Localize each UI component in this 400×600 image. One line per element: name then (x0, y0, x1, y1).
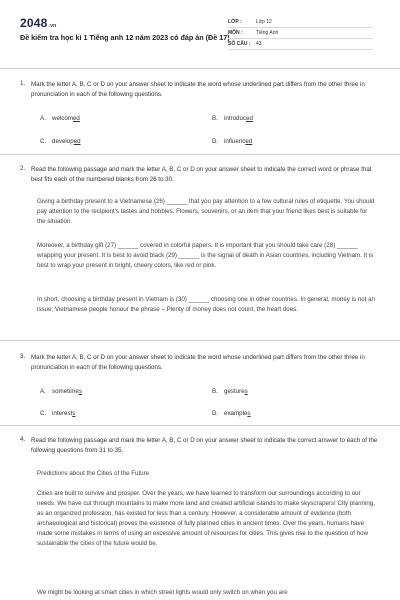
header (0, 0, 400, 64)
option-letter: D. (212, 138, 219, 145)
option-d[interactable] (212, 410, 250, 417)
option-text: example (224, 410, 248, 417)
option-b[interactable] (212, 115, 253, 122)
option-text: sometime (52, 388, 79, 395)
option-underlined: s (247, 410, 251, 417)
option-underlined: ed (245, 138, 253, 145)
option-underlined: ed (246, 115, 253, 122)
divider (0, 425, 400, 426)
passage-paragraph: In short, choosing a birthday present in Vietnam is (30) ______ choosing one in other countries. In general, money is not an issue; Vietnamese people honour the phrase – Plenty of money does not count, the heart does. (37, 296, 375, 313)
option-letter: B. (212, 388, 218, 395)
option-text: introduc (224, 115, 247, 122)
meta-row-count (228, 39, 373, 50)
question-text: Mark the letter A, B, C or D on your answer sheet to indicate the word whose underlined part differs from the other three in pronunciation in each of the following questions. (31, 81, 365, 98)
option-letter: A. (40, 388, 46, 395)
meta-row-class (228, 17, 373, 28)
divider (0, 154, 400, 155)
option-b[interactable] (212, 388, 248, 395)
question-text: Read the following passage and mark the letter A, B, C or D on your answer sheet to indicate the correct answer to each of the following questions from 31 to 35. (31, 437, 378, 454)
option-letter: C. (40, 410, 47, 417)
divider (0, 340, 400, 341)
divider (0, 68, 400, 69)
option-text: welcom (52, 115, 73, 122)
meta-value: Lớp 12 (256, 19, 272, 25)
document-title: Đề kiểm tra học kì 1 Tiếng anh 12 năm 2023 có đáp án (Đề 17) (20, 33, 230, 42)
meta-label: SỐ CÂU : (228, 41, 251, 47)
option-letter: C. (40, 138, 47, 145)
question-number: 2. (20, 165, 26, 172)
option-letter: B. (212, 115, 218, 122)
option-underlined: ed (72, 115, 80, 122)
site-logo[interactable] (20, 16, 56, 30)
option-underlined: ed (73, 138, 81, 145)
option-letter: D. (212, 410, 219, 417)
question-text: Mark the letter A, B, C or D on your answer sheet to indicate the word whose underlined part differs from the other three in pronunciation in each of the following questions. (31, 354, 365, 371)
logo-suffix: .vn (48, 23, 57, 29)
question-text: Read the following passage and mark the letter A, B, C or D on your answer sheet to indicate the correct word or phrase that best fits each of the numbered blanks from 26 to 30. (31, 166, 372, 183)
question-number: 4. (20, 436, 26, 443)
passage-paragraph: Giving a birthday present to a Vietnamese (26) ______ that you pay attention to a few cultural rules of etiquette. You should pay attention to the recipient's tastes and hobbies. Flowers, souvenirs, or an item that your friend likes best is suitable for the situation. (37, 198, 375, 225)
option-text: gesture (224, 388, 245, 395)
option-underlined: s (72, 410, 76, 417)
option-a[interactable] (40, 388, 82, 395)
option-c[interactable] (40, 138, 81, 145)
passage-paragraph: We might be looking at smart cities in which street lights would only switch on when you are (37, 589, 288, 596)
option-text: develop (52, 138, 74, 145)
option-c[interactable] (40, 410, 75, 417)
meta-label: MÔN : (228, 30, 243, 36)
passage-paragraph: Moreover, a birthday gift (27) ______ covered in colorful papers. It is important that you should take care (28) ______ wrapping your present. It is best to avoid black (29) ______ is the signal of death in Asian countries, including Vietnam. It is best to wrap your present in bright, cheery colors, like red or pink. (37, 242, 374, 269)
option-letter: A. (40, 115, 46, 122)
meta-value: Tiếng Anh (256, 30, 279, 36)
meta-label: LỚP : (228, 19, 242, 25)
option-text: interest (52, 410, 73, 417)
question-number: 1. (20, 80, 26, 87)
passage-paragraph: Cities are built to survive and prosper. Over the years, we have learned to transform our surroundings according to our needs. We have cut through mountains to make more land and created artificial islands to make skyscrapers! City planning, as an organized profession, has existed for less than a century. However, a considerable amount of evidence (both archaeological and historical) proves the existence of fully planned cities in ancient times. Over the years, humans have made some mistakes in terms of using an excessive amount of resources for cities. This gives rise to the question of how sustainable the cities of the future would be. (37, 490, 375, 547)
option-d[interactable] (212, 138, 252, 145)
option-a[interactable] (40, 115, 80, 122)
meta-row-subject (228, 28, 373, 39)
option-underlined: s (244, 388, 248, 395)
option-text: influenc (224, 138, 246, 145)
meta-table (228, 17, 373, 50)
option-underlined: s (78, 388, 82, 395)
question-number: 3. (20, 353, 26, 360)
meta-value: 43 (256, 41, 262, 47)
passage-title: Predictions about the Cities of the Future (37, 470, 150, 477)
logo-main: 2048 (20, 16, 48, 30)
